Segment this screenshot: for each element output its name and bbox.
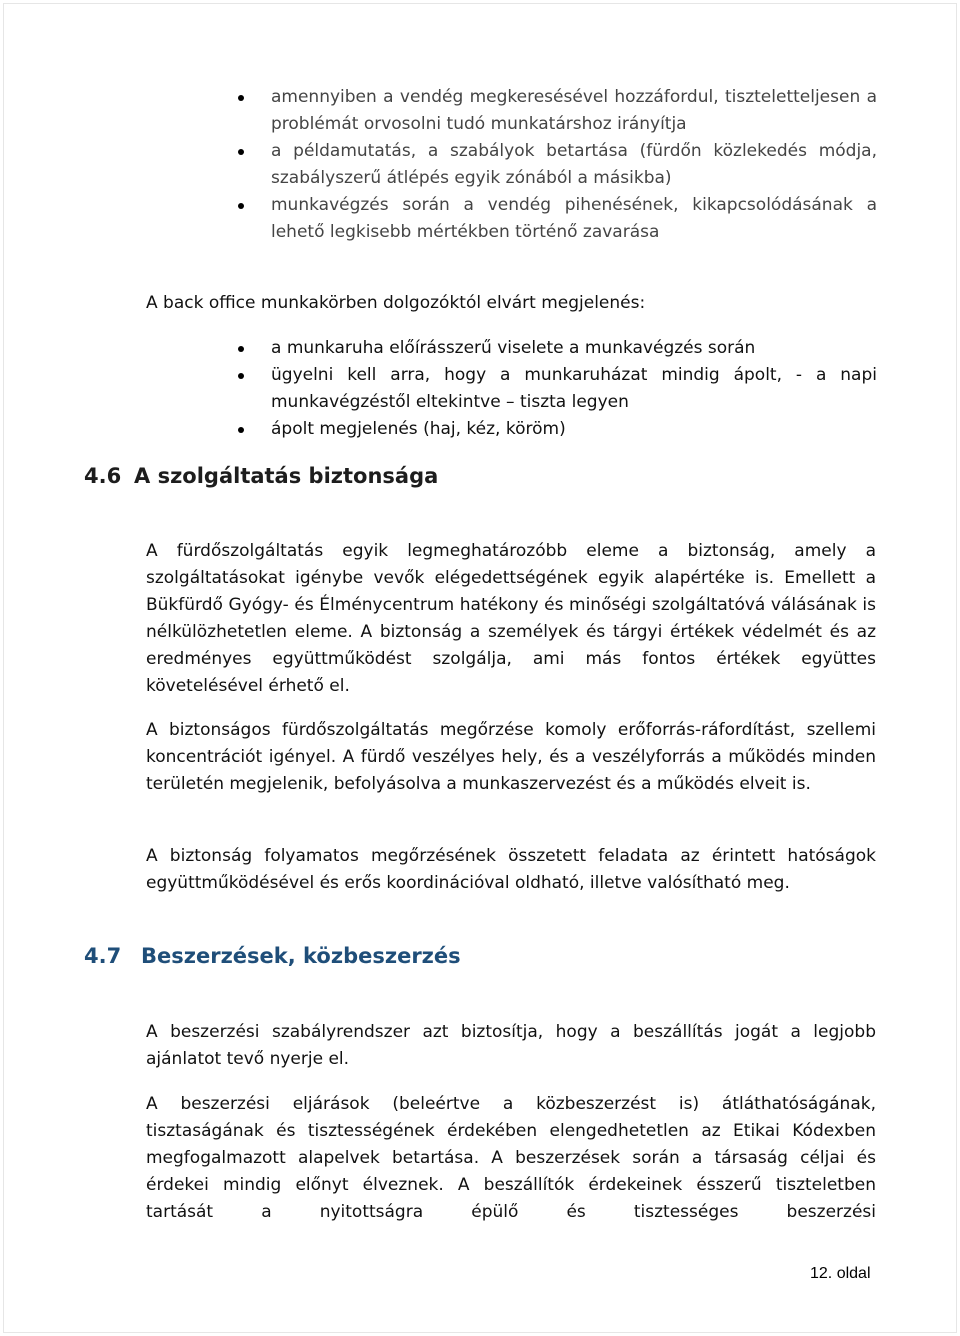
paragraph: A beszerzési eljárások (beleértve a közbeszerzést is) átláthatóságának, tisztaságának és tisztességének érdekében elengedhetetlen az Etikai Kódexben megfogalmazott alapelvek betartása. A beszerzések során a társaság céljai és érdekei mindig előnyt élveznek. A beszállítók érdekeinek ésszerű tiszteletben tartását a nyitottságra épülő és tisztességes beszerzési (146, 1094, 876, 1222)
section-heading-4-6 (84, 464, 438, 488)
list-item (232, 192, 877, 246)
list-item (232, 138, 877, 192)
list-item (232, 416, 877, 443)
bullet-icon (238, 373, 244, 379)
paragraph: A biztonságos fürdőszolgáltatás megőrzése komoly erőforrás-ráfordítást, szellemi koncentrációt igényel. A fürdő veszélyes hely, és a veszélyforrás a működés minden területén megjelenik, befolyásolva a munkaszervezést és a működés elveit is. (146, 720, 876, 794)
section-number: 4.6 (84, 464, 122, 488)
back-office-appearance-list (232, 335, 877, 443)
list-item (232, 362, 877, 416)
bullet-icon (238, 346, 244, 352)
list-item-text: munkavégzés során a vendég pihenésének, kikapcsolódásának a lehető legkisebb mértékben történő zavarása (271, 195, 877, 242)
bullet-icon (238, 203, 244, 209)
guest-conduct-list (232, 84, 877, 246)
back-office-intro: A back office munkakörben dolgozóktól elvárt megjelenés: (146, 293, 646, 313)
list-item-text: ápolt megjelenés (haj, kéz, köröm) (271, 419, 566, 439)
list-item-text: a példamutatás, a szabályok betartása (fürdőn közlekedés módja, szabályszerű átlépés egyik zónából a másikba) (271, 141, 877, 188)
list-item-text: ügyelni kell arra, hogy a munkaruházat mindig ápolt, - a napi munkavégzéstől eltekintve – tiszta legyen (271, 365, 877, 412)
paragraph: A biztonság folyamatos megőrzésének összetett feladata az érintett hatóságok együttműködésével és erős koordinációval oldható, illetve valósítható meg. (146, 846, 876, 893)
section-title: A szolgáltatás biztonsága (134, 464, 439, 488)
list-item-text: amennyiben a vendég megkeresésével hozzáfordul, tiszteletteljesen a problémát orvosolni tudó munkatárshoz irányítja (271, 87, 877, 134)
section-heading-4-7 (84, 944, 461, 968)
list-item (232, 84, 877, 138)
section-title: Beszerzések, közbeszerzés (141, 944, 461, 968)
list-item-text: a munkaruha előírásszerű viselete a munkavégzés során (271, 338, 756, 358)
bullet-icon (238, 149, 244, 155)
list-item (232, 335, 877, 362)
paragraph: A fürdőszolgáltatás egyik legmeghatározóbb eleme a biztonság, amely a szolgáltatásokat igénybe vevők elégedettségének egyik alapértéke is. Emellett a Bükfürdő Gyógy- és Élménycentrum hatékony és minőségi szolgáltatóvá válásának is nélkülözhetetlen eleme. A biztonság a személyek és tárgyi értékek védelmét és az eredményes együttműködést szolgálja, ami más fontos értékek együttes követelésével érhető el. (146, 541, 876, 696)
paragraph: A beszerzési szabályrendszer azt biztosítja, hogy a beszállítás jogát a legjobb ajánlatot tevő nyerje el. (146, 1022, 876, 1069)
bullet-icon (238, 427, 244, 433)
page-number: 12. oldal (810, 1265, 871, 1282)
bullet-icon (238, 95, 244, 101)
section-number: 4.7 (84, 944, 122, 968)
